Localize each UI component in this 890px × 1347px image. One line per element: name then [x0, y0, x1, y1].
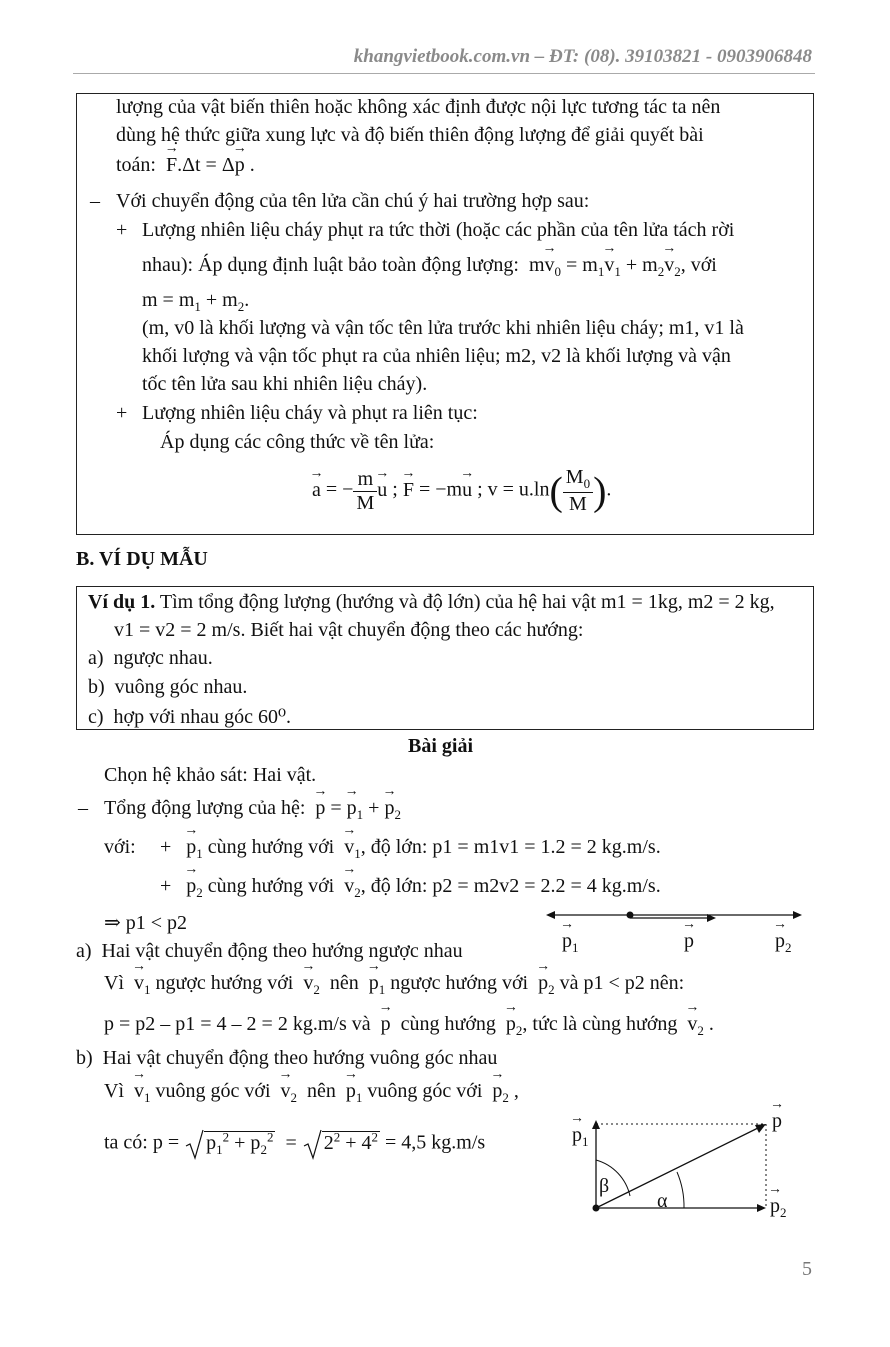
solution-title: Bài giải — [408, 735, 474, 757]
mass-sum-formula: $m = m_1 + m_2$. — [142, 289, 250, 314]
total-momentum-formula: → p = → $p_1$ + → $p_2$ — [315, 797, 401, 819]
plus1-line-a: Lượng nhiên liệu cháy phụt ra tức thời (hoặc các phần của tên lửa tách rời — [142, 219, 735, 241]
plus1-line-b — [142, 254, 717, 280]
plus-bullet-2: + — [116, 402, 128, 424]
section-b-heading: B. VÍ DỤ MẪU — [76, 548, 208, 570]
label-p: → p — [684, 930, 694, 953]
example-title: Ví dụ 1. — [88, 591, 156, 613]
box1-line3 — [116, 154, 255, 177]
paren-line-a: (m, v0 là khối lượng và vận tốc tên lửa trước khi nhiên liệu cháy; m1, v1 là — [142, 317, 744, 339]
example-option-c: c) hợp với nhau góc 60⁰. — [88, 706, 292, 728]
impulse-formula: → F.Δt = Δ→ p . — [161, 154, 255, 176]
box1-line3-prefix: toán: — [116, 154, 156, 176]
momentum-conservation-formula: $m\to v_0 = m_1\to v_1 + m_2\to v_2$ — [524, 254, 681, 276]
case-b-title: b) Hai vật chuyển động theo hướng vuông góc nhau — [76, 1047, 498, 1069]
opposite-vectors-diagram — [540, 900, 810, 956]
page-header: khangvietbook.com.vn – ĐT: (08). 39103821 - 0903906848 — [353, 46, 812, 67]
example-option-b: b) vuông góc nhau. — [88, 676, 248, 698]
p-resultant-arrow — [596, 1126, 762, 1208]
sqrt-expression: $p_1^2 + p_2^2 = 2^2 + 4^2$ — [184, 1132, 385, 1154]
solution-step2: Tổng động lượng của hệ: → p = → $p_1$ + → $p_2$ — [104, 797, 401, 823]
apply-line: Áp dụng các công thức về tên lửa: — [160, 431, 435, 453]
box1-dash: – — [90, 190, 100, 212]
box1-line1: lượng của vật biến thiên hoặc không xác định được nội lực tương tác ta nên — [116, 96, 721, 118]
plus2-line: Lượng nhiên liệu cháy và phụt ra liên tục: — [142, 402, 478, 424]
header-rule — [73, 73, 815, 74]
alpha-arc — [677, 1172, 684, 1208]
example-line2: v1 = v2 = 2 m/s. Biết hai vật chuyển động theo các hướng: — [114, 619, 584, 641]
box1-rocket-intro: Với chuyển động của tên lửa cần chú ý hai trường hợp sau: — [116, 190, 590, 212]
case-a-result: p = p2 – p1 = 4 – 2 = 2 kg.m/s và → p cùng hướng → $p_2$, tức là cùng hướng → $v_2$ . — [104, 1013, 714, 1039]
paren-line-b: khối lượng và vận tốc phụt ra của nhiên liệu; m2, v2 là khối lượng và vận — [142, 345, 731, 367]
perpendicular-vectors-diagram — [570, 1108, 790, 1220]
example-line1-text: Tìm tổng động lượng (hướng và độ lớn) của hệ hai vật m1 = 1kg, m2 = 2 kg, — [159, 591, 775, 613]
p1-line: + → $p_1$ cùng hướng với → $v_1$, độ lớn: p1 = m1v1 = 1.2 = 2 kg.m/s. — [160, 836, 661, 862]
label-alpha: α — [657, 1190, 668, 1212]
example-line1 — [88, 591, 775, 614]
case-b-reason: Vì → $v_1$ vuông góc với → $v_2$ nên → $p_1$ vuông góc với → $p_2$ , — [104, 1080, 519, 1106]
label-beta: β — [599, 1175, 610, 1197]
label-p2-b: → $p_2$ — [770, 1195, 787, 1221]
p2-line: + → $p_2$ cùng hướng với → $v_2$, độ lớn: p2 = m2v2 = 2.2 = 4 kg.m/s. — [160, 875, 661, 901]
plus-bullet-1: + — [116, 219, 128, 241]
solution-dash: – — [78, 797, 88, 819]
case-a-title: a) Hai vật chuyển động theo hướng ngược nhau — [76, 940, 463, 962]
page-number: 5 — [802, 1258, 812, 1280]
paren-line-c: tốc tên lửa sau khi nhiên liệu cháy). — [142, 373, 428, 395]
origin-point — [627, 912, 634, 919]
plus1-line-b-prefix: nhau): Áp dụng định luật bảo toàn động lượng: — [142, 254, 519, 276]
with-label: với: — [104, 836, 136, 858]
label-p1-b: → $p_1$ — [572, 1124, 589, 1150]
example-option-a: a) ngược nhau. — [88, 647, 213, 669]
plus1-line-b-suffix: , với — [680, 254, 717, 276]
label-p1: → $p_1$ — [562, 930, 579, 956]
label-p-b: → p — [772, 1110, 782, 1133]
case-b-result: ta có: $p = p_1^2 + p_2^2 = 2^2 + 4^2 = 4,5$ kg.m/s — [104, 1128, 486, 1157]
case-a-reason: Vì → $v_1$ ngược hướng với → $v_2$ nên → $p_1$ ngược hướng với → $p_2$ và p1 < p2 nên: — [104, 972, 684, 998]
rocket-formulas: → a = − $\frac{m}{M}$ → u ; → F = −m→ u ; v = u.ln( $\frac{M_0}{M}$ ). — [312, 466, 611, 516]
box1-line2: dùng hệ thức giữa xung lực và độ biến thiên động lượng để giải quyết bài — [116, 124, 704, 146]
solution-step1: Chọn hệ khảo sát: Hai vật. — [104, 764, 317, 786]
label-p2: → $p_2$ — [775, 930, 792, 956]
inequality: ⇒ p1 < p2 — [104, 912, 188, 934]
